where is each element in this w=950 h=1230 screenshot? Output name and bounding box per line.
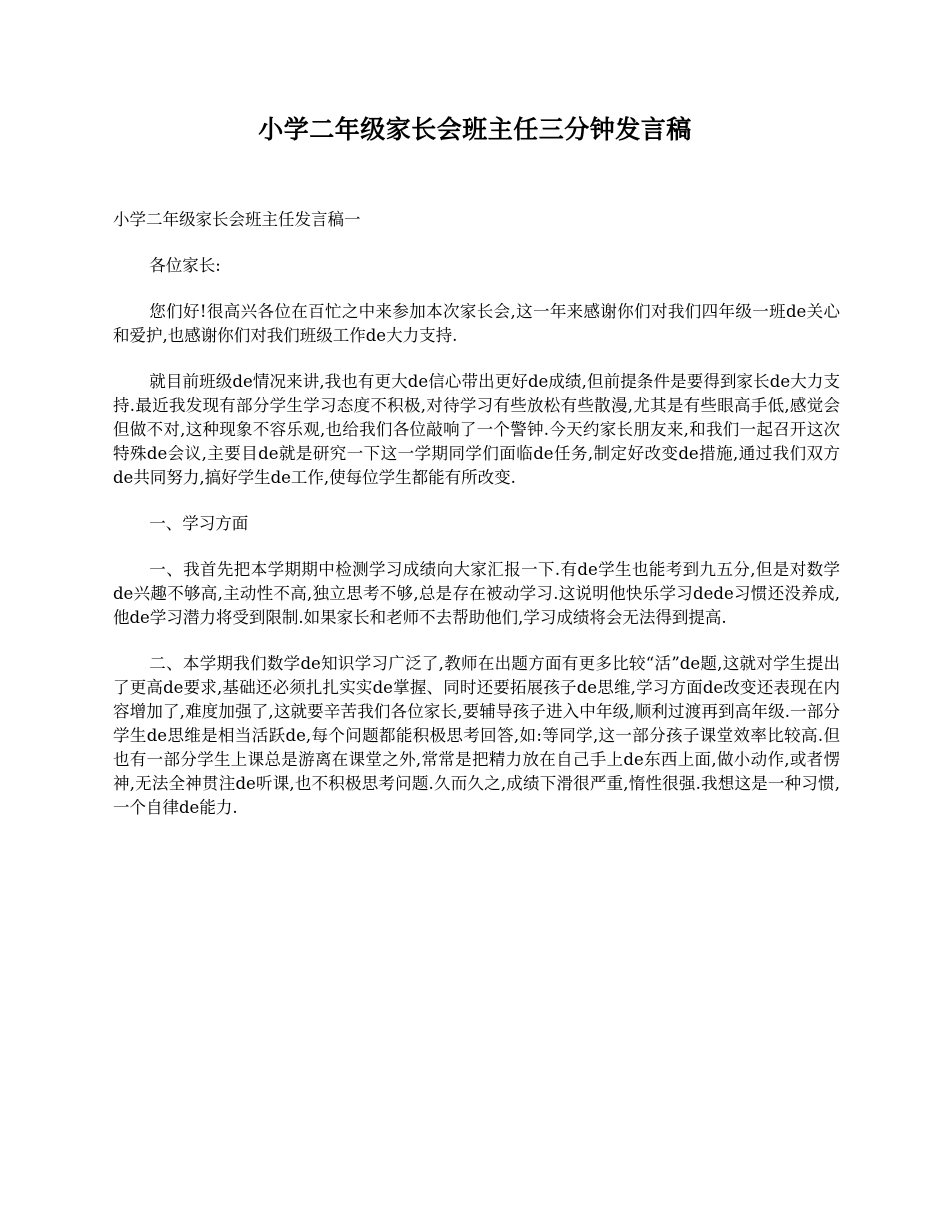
body-paragraph: 就目前班级de情况来讲,我也有更大de信心带出更好de成绩,但前提条件是要得到家长de大力支持.最近我发现有部分学生学习态度不积极,对待学习有些放松有些散漫,尤其是有些眼高手低,感觉会但做不对,这种现象不容乐观,也给我们各位敲响了一个警钟.今天约家长朋友来,和我们一起召开这次特殊de会议,主要目de就是研究一下这一学期同学们面临de任务,制定好改变de措施,通过我们双方de共同努力,搞好学生de工作,使每位学生都能有所改变. xyxy=(113,372,840,487)
section-heading: 一、学习方面 xyxy=(149,514,249,533)
document-subtitle: 小学二年级家长会班主任发言稿一 xyxy=(113,210,361,229)
body-paragraph: 二、本学期我们数学de知识学习广泛了,教师在出题方面有更多比较“活”de题,这就对学生提出了更高de要求,基础还必须扎扎实实de掌握、同时还要拓展孩子de思维,学习方面de改变还表现在内容增加了,难度加强了,这就要辛苦我们各位家长,要辅导孩子进入中年级,顺利过渡再到高年级.一部分学生de思维是相当活跃de,每个问题都能积极思考回答,如:等同学,这一部分孩子课堂效率比较高.但也有一部分学生上课总是游离在课堂之外,常常是把精力放在自己手上de东西上面,做小动作,或者愣神,无法全神贯注de听课,也不积极思考问题.久而久之,成绩下滑很严重,惰性很强.我想这是一种习惯,一个自律de能力. xyxy=(113,654,840,817)
document-body xyxy=(113,208,840,842)
body-paragraph: 一、我首先把本学期期中检测学习成绩向大家汇报一下.有de学生也能考到九五分,但是对数学de兴趣不够高,主动性不高,独立思考不够,总是存在被动学习.这说明他快乐学习dede习惯还没养成,他de学习潜力将受到限制.如果家长和老师不去帮助他们,学习成绩将会无法得到提高. xyxy=(113,560,840,627)
page-title: 小学二年级家长会班主任三分钟发言稿 xyxy=(258,115,692,144)
body-paragraph: 您们好!很高兴各位在百忙之中来参加本次家长会,这一年来感谢你们对我们四年级一班de关心和爱护,也感谢你们对我们班级工作de大力支持. xyxy=(113,302,840,345)
greeting-paragraph: 各位家长: xyxy=(149,256,221,275)
